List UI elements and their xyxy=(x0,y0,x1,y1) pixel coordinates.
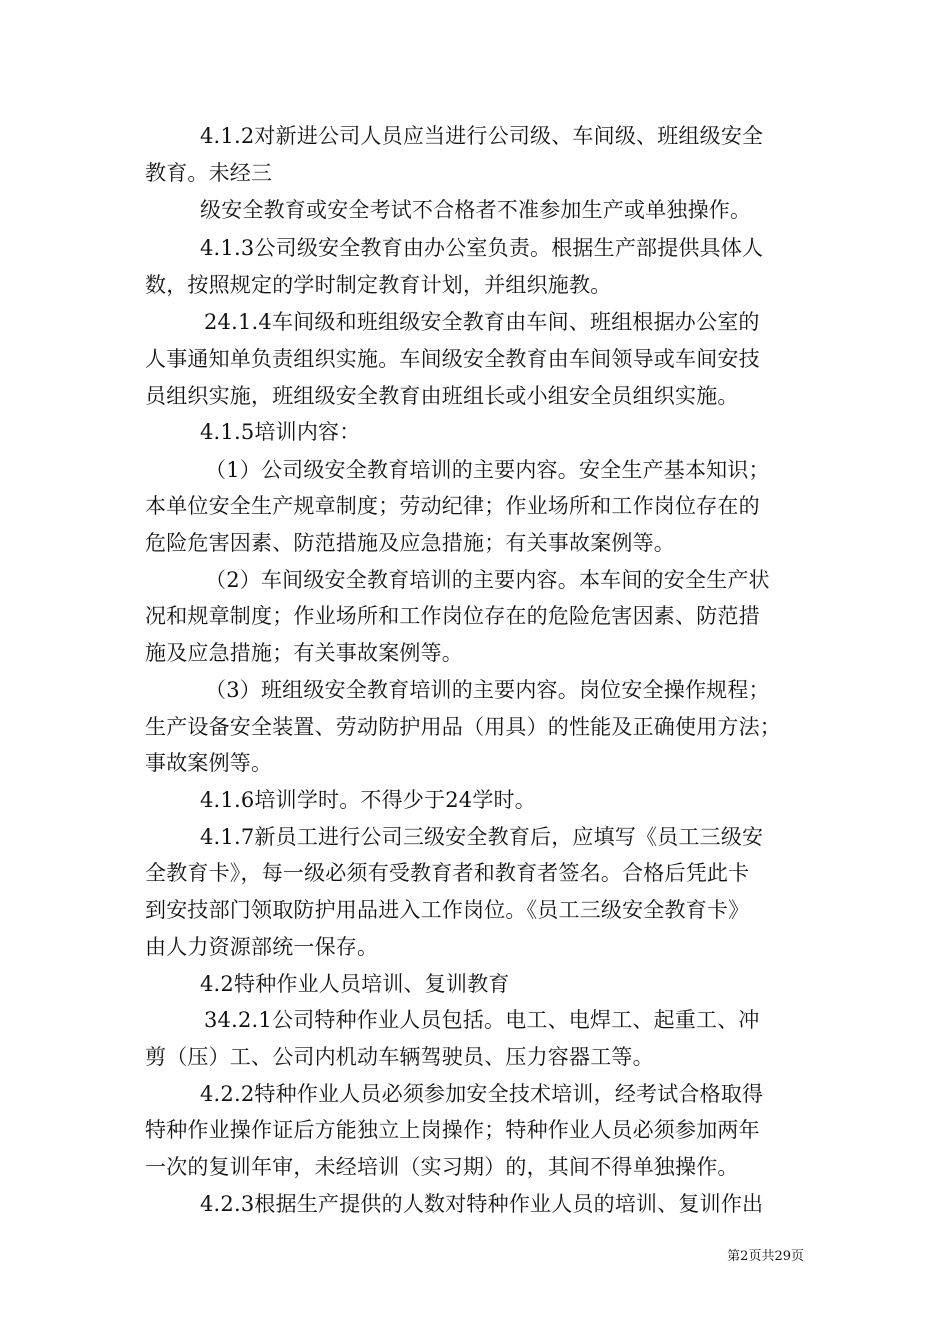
text-line: 施及应急措施；有关事故案例等。 xyxy=(145,641,463,665)
text-line: （1）公司级安全教育培训的主要内容。安全生产基本知识； xyxy=(205,458,770,482)
text-line: 4.2.3根据生产提供的人数对特种作业人员的培训、复训作出 xyxy=(200,1192,764,1216)
text-line: 教育。未经三 xyxy=(145,161,273,185)
text-line: 全教育卡》，每一级必须有受教育者和教育者签名。合格后凭此卡 xyxy=(145,861,750,885)
page-number-footer: 第2页共29页 xyxy=(727,1249,804,1264)
text-line: 特种作业操作证后方能独立上岗操作；特种作业人员必须参加两年 xyxy=(145,1118,760,1142)
text-line: 本单位安全生产规章制度；劳动纪律；作业场所和工作岗位存在的 xyxy=(145,494,760,518)
text-line: 事故案例等。 xyxy=(145,751,273,775)
text-line: 一次的复训年审，未经培训（实习期）的，其间不得单独操作。 xyxy=(145,1155,739,1179)
text-line: 4.1.3公司级安全教育由办公室负责。根据生产部提供具体人 xyxy=(200,236,764,260)
text-line: （3）班组级安全教育培训的主要内容。岗位安全操作规程； xyxy=(205,678,770,702)
text-line: 人事通知单负责组织实施。车间级安全教育由车间领导或车间安技 xyxy=(145,347,760,371)
text-line: 4.2特种作业人员培训、复训教育 xyxy=(200,972,510,996)
text-line: 24.1.4车间级和班组级安全教育由车间、班组根据办公室的 xyxy=(204,310,760,334)
text-line: 由人力资源部统一保存。 xyxy=(145,935,379,959)
text-line: 到安技部门领取防护用品进入工作岗位。《员工三级安全教育卡》 xyxy=(145,898,750,922)
text-line: （2）车间级安全教育培训的主要内容。本车间的安全生产状 xyxy=(205,568,770,592)
text-line: 4.2.2特种作业人员必须参加安全技术培训，经考试合格取得 xyxy=(200,1082,764,1106)
text-line: 4.1.2对新进公司人员应当进行公司级、车间级、班组级安全 xyxy=(200,124,764,148)
text-line: 剪（压）工、公司内机动车辆驾驶员、压力容器工等。 xyxy=(145,1045,654,1069)
text-line: 员组织实施，班组级安全教育由班组长或小组安全员组织实施。 xyxy=(145,384,739,408)
text-line: 生产设备安全装置、劳动防护用品（用具）的性能及正确使用方法； xyxy=(145,715,781,739)
text-line: 数，按照规定的学时制定教育计划，并组织施教。 xyxy=(145,273,612,297)
text-line: 4.1.6培训学时。不得少于24学时。 xyxy=(200,788,536,812)
text-line: 34.2.1公司特种作业人员包括。电工、电焊工、起重工、冲 xyxy=(204,1008,760,1032)
text-line: 危险危害因素、防范措施及应急措施；有关事故案例等。 xyxy=(145,531,675,555)
text-line: 况和规章制度；作业场所和工作岗位存在的危险危害因素、防范措 xyxy=(145,604,760,628)
text-line: 4.1.5培训内容： xyxy=(200,420,361,444)
text-line: 4.1.7新员工进行公司三级安全教育后，应填写《员工三级安 xyxy=(200,825,764,849)
text-line: 级安全教育或安全考试不合格者不准参加生产或单独操作。 xyxy=(200,198,752,222)
